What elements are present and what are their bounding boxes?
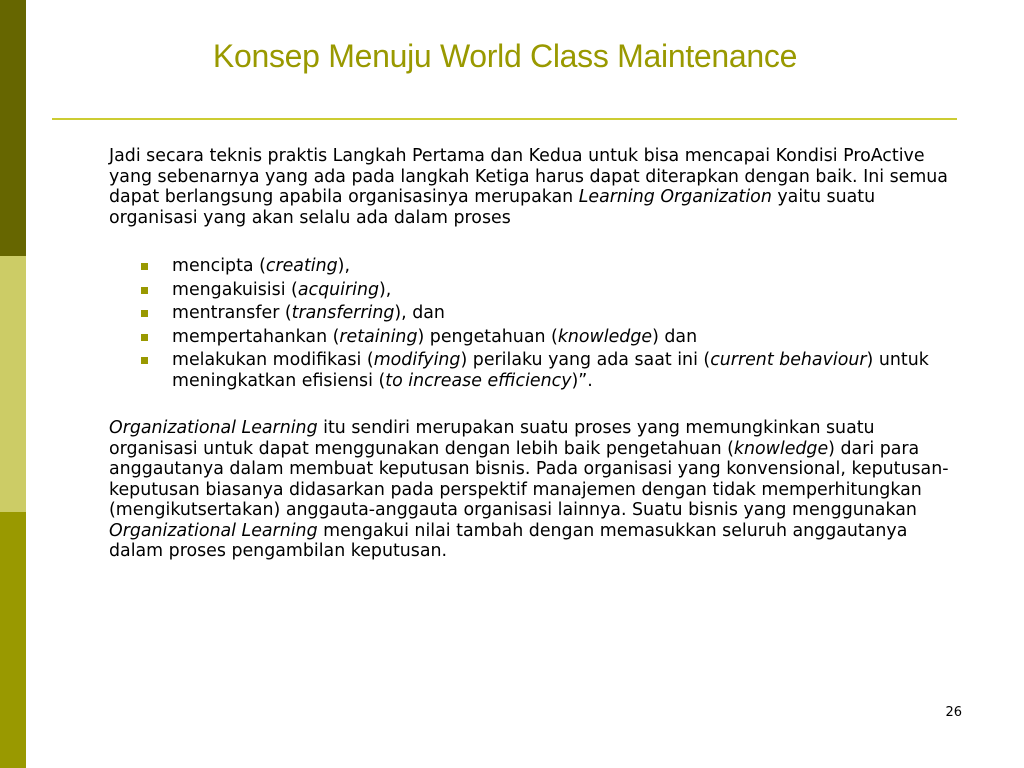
bullet-item — [172, 280, 959, 301]
square-bullet-icon — [141, 263, 148, 270]
paragraph-emphasis: knowledge — [733, 438, 829, 459]
sidebar-band-top — [0, 0, 26, 256]
paragraph-text: mengakui nilai tambah dengan memasukkan seluruh anggautanya dalam proses pengambilan keputusan. — [109, 520, 908, 561]
square-bullet-icon — [141, 287, 148, 294]
bullet-item — [172, 256, 959, 277]
bullet-emphasis: retaining — [339, 326, 418, 347]
paragraph-intro-emphasis: Learning Organization — [578, 187, 772, 207]
bullet-text: melakukan modifikasi ( — [172, 350, 374, 370]
slide-title: Konsep Menuju World Class Maintenance — [212, 38, 798, 74]
bullet-emphasis: knowledge — [557, 326, 653, 347]
square-bullet-icon — [141, 334, 148, 341]
bullet-item — [172, 327, 959, 348]
square-bullet-icon — [141, 357, 148, 364]
page-number: 26 — [945, 705, 962, 720]
bullet-emphasis: transferring — [291, 303, 395, 323]
square-bullet-icon — [141, 310, 148, 317]
bullet-text: mentransfer ( — [172, 303, 292, 323]
paragraph-intro — [109, 146, 959, 228]
bullet-text: mencipta ( — [172, 256, 266, 276]
paragraph-emphasis: Organizational Learning — [109, 520, 318, 541]
bullet-text: mempertahankan ( — [172, 326, 340, 347]
bullet-emphasis: acquiring — [297, 279, 380, 300]
bullet-emphasis: modifying — [373, 350, 461, 370]
bullet-text: ), — [337, 256, 350, 276]
bullet-text: ), dan — [394, 303, 445, 323]
bullet-item — [172, 350, 959, 391]
bullet-text: ) perilaku yang ada saat ini ( — [460, 350, 711, 370]
bullet-list — [109, 256, 959, 391]
bullet-text: ) untuk meningkatkan efisiensi ( — [172, 350, 929, 391]
paragraph-intro-text: Jadi secara teknis praktis Langkah Pertama dan Kedua untuk bisa mencapai Kondisi ProActive yang sebenarnya yang ada pada langkah Ketiga harus dapat diterapkan dengan baik. Ini semua dapat berlangsung apabila organisasinya merupakan — [109, 146, 948, 207]
bullet-item — [172, 303, 959, 324]
bullet-text: mengakuisisi ( — [172, 279, 298, 300]
paragraph-text: ) dari para anggautanya dalam membuat keputusan bisnis. Pada organisasi yang konvensional, keputusan-keputusan biasanya didasarkan pada perspektif manajemen dengan tidak memperhitungkan (mengikutsertakan) anggauta-anggauta organisasi lainnya. Suatu bisnis yang menggunakan — [109, 438, 949, 520]
bullet-emphasis: creating — [265, 256, 338, 276]
sidebar-band-bottom — [0, 512, 26, 768]
bullet-text: )”. — [571, 370, 593, 391]
bullet-text: ) dan — [652, 326, 698, 347]
bullet-emphasis: to increase efficiency — [385, 370, 572, 391]
paragraph-organizational-learning — [109, 418, 959, 562]
title-divider — [52, 118, 957, 120]
slide-body — [109, 146, 959, 562]
bullet-text: ) pengetahuan ( — [417, 326, 558, 347]
paragraph-emphasis: Organizational Learning — [109, 418, 318, 438]
sidebar-band-middle — [0, 256, 26, 512]
paragraph-intro-text-end: yaitu suatu organisasi yang akan selalu ada dalam proses — [109, 187, 876, 228]
bullet-text: ), — [379, 279, 392, 300]
paragraph-text: itu sendiri merupakan suatu proses yang memungkinkan suatu organisasi untuk dapat menggunakan dengan lebih baik pengetahuan ( — [109, 418, 875, 459]
bullet-emphasis: current behaviour — [710, 350, 867, 370]
